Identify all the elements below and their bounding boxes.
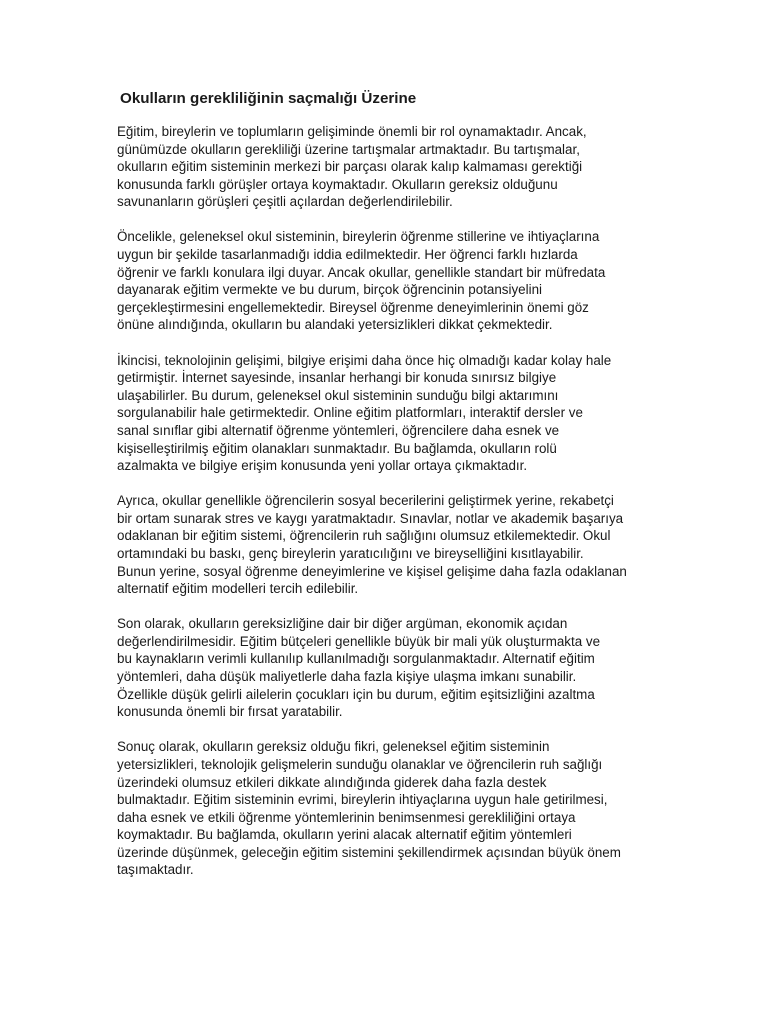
paragraph-line: koymaktadır. Bu bağlamda, okulların yerini alacak alternatif eğitim yöntemleri	[117, 827, 572, 843]
paragraph-line: sorgulanabilir hale getirmektedir. Online eğitim platformları, interaktif dersler ve	[117, 405, 583, 421]
paragraph-line: okulların eğitim sisteminin merkezi bir parçası olarak kalıp kalmaması gerektiği	[117, 159, 583, 175]
paragraph-line: günümüzde okulların gerekliliği üzerine tartışmalar artmaktadır. Bu tartışmalar,	[117, 141, 580, 157]
paragraph-line: sanal sınıflar gibi alternatif öğrenme yöntemleri, öğrencilere daha esnek ve	[117, 422, 560, 438]
paragraph-line: konusunda önemli bir fırsat yaratabilir.	[117, 704, 343, 720]
paragraph-line: Sonuç olarak, okulların gereksiz olduğu fikri, geleneksel eğitim sisteminin	[117, 739, 550, 755]
paragraph-2	[117, 228, 657, 334]
paragraph-6	[117, 738, 657, 879]
paragraph-line: ulaşabilirler. Bu durum, geleneksel okul sisteminin sunduğu bilgi aktarımını	[117, 387, 559, 403]
paragraph-line: Eğitim, bireylerin ve toplumların gelişiminde önemli bir rol oynamaktadır. Ancak,	[117, 124, 587, 139]
paragraph-line: uygun bir şekilde tasarlanmadığı iddia edilmektedir. Her öğrenci farklı hızlarda	[117, 247, 578, 263]
paragraph-line: üzerinde düşünmek, geleceğin eğitim sistemini şekillendirmek açısından büyük önem	[117, 844, 621, 860]
paragraph-3	[117, 352, 657, 475]
paragraph-line: Öncelikle, geleneksel okul sisteminin, bireylerin öğrenme stillerine ve ihtiyaçlarına	[117, 229, 600, 245]
paragraph-line: yetersizlikleri, teknolojik gelişmelerin sunduğu olanaklar ve öğrencilerin ruh sağlığı	[117, 756, 603, 772]
paragraph-line: savunanların görüşleri çeşitli açılardan değerlendirilebilir.	[117, 194, 453, 210]
paragraph-line: Özellikle düşük gelirli ailelerin çocukları için bu durum, eğitim eşitsizliğini azaltma	[117, 686, 595, 702]
paragraph-line: Ayrıca, okullar genellikle öğrencilerin sosyal becerilerini geliştirmek yerine, rekabetçi	[117, 493, 614, 509]
paragraph-line: daha esnek ve etkili öğrenme yöntemlerinin benimsenmesi gerekliliğini ortaya	[117, 809, 576, 825]
paragraph-5	[117, 615, 657, 721]
paragraph-line: değerlendirilmesidir. Eğitim bütçeleri genellikle büyük bir mali yük oluşturmakta ve	[117, 633, 601, 649]
paragraph-line: İkincisi, teknolojinin gelişimi, bilgiye erişimi daha önce hiç olmadığı kadar kolay hale	[117, 352, 612, 368]
paragraph-line: taşımaktadır.	[117, 862, 194, 878]
document-body	[117, 123, 657, 897]
paragraph-line: alternatif eğitim modelleri tercih edilebilir.	[117, 581, 359, 597]
paragraph-line: konusunda farklı görüşler ortaya koymaktadır. Okulların gereksiz olduğunu	[117, 176, 558, 192]
paragraph-line: bulmaktadır. Eğitim sisteminin evrimi, bireylerin ihtiyaçlarına uygun hale getirilmesi,	[117, 792, 608, 808]
paragraph-line: üzerindeki olumsuz etkileri dikkate alındığında giderek daha fazla destek	[117, 774, 547, 790]
paragraph-line: dayanarak eğitim vermekte ve bu durum, birçok öğrencinin potansiyelini	[117, 282, 542, 298]
paragraph-line: getirmiştir. İnternet sayesinde, insanlar herhangi bir konuda sınırsız bilgiye	[117, 370, 557, 386]
document-title: Okulların gerekliliğinin saçmalığı Üzerine	[120, 90, 417, 107]
paragraph-4	[117, 492, 657, 598]
paragraph-line: odaklanan bir eğitim sistemi, öğrencilerin ruh sağlığını olumsuz etkilemektedir. Okul	[117, 528, 611, 544]
paragraph-line: ortamındaki bu baskı, genç bireylerin yaratıcılığını ve bireyselliğini kısıtlayabilir.	[117, 545, 584, 561]
paragraph-line: öğrenir ve farklı konulara ilgi duyar. Ancak okullar, genellikle standart bir müfredata	[117, 264, 606, 280]
paragraph-line: azalmakta ve bilgiye erişim konusunda yeni yollar ortaya çıkmaktadır.	[117, 458, 528, 474]
paragraph-1	[117, 123, 657, 211]
paragraph-line: önüne alındığında, okulların bu alandaki yetersizlikleri dikkat çekmektedir.	[117, 317, 553, 333]
paragraph-line: Son olarak, okulların gereksizliğine dair bir diğer argüman, ekonomik açıdan	[117, 616, 568, 632]
paragraph-line: yöntemleri, daha düşük maliyetlerle daha fazla kişiye ulaşma imkanı sunabilir.	[117, 669, 577, 685]
paragraph-line: gerçekleştirmesini engellemektedir. Bireysel öğrenme deneyimlerinin önemi göz	[117, 299, 589, 315]
paragraph-line: bu kaynakların verimli kullanılıp kullanılmadığı sorgulanmaktadır. Alternatif eğitim	[117, 651, 595, 667]
paragraph-line: kişiselleştirilmiş eğitim olanakları sunmaktadır. Bu bağlamda, okulların rolü	[117, 440, 557, 456]
paragraph-line: Bunun yerine, sosyal öğrenme deneyimlerine ve kişisel gelişime daha fazla odaklanan	[117, 563, 627, 579]
paragraph-line: bir ortam sunarak stres ve kaygı yaratmaktadır. Sınavlar, notlar ve akademik başarıya	[117, 510, 624, 526]
